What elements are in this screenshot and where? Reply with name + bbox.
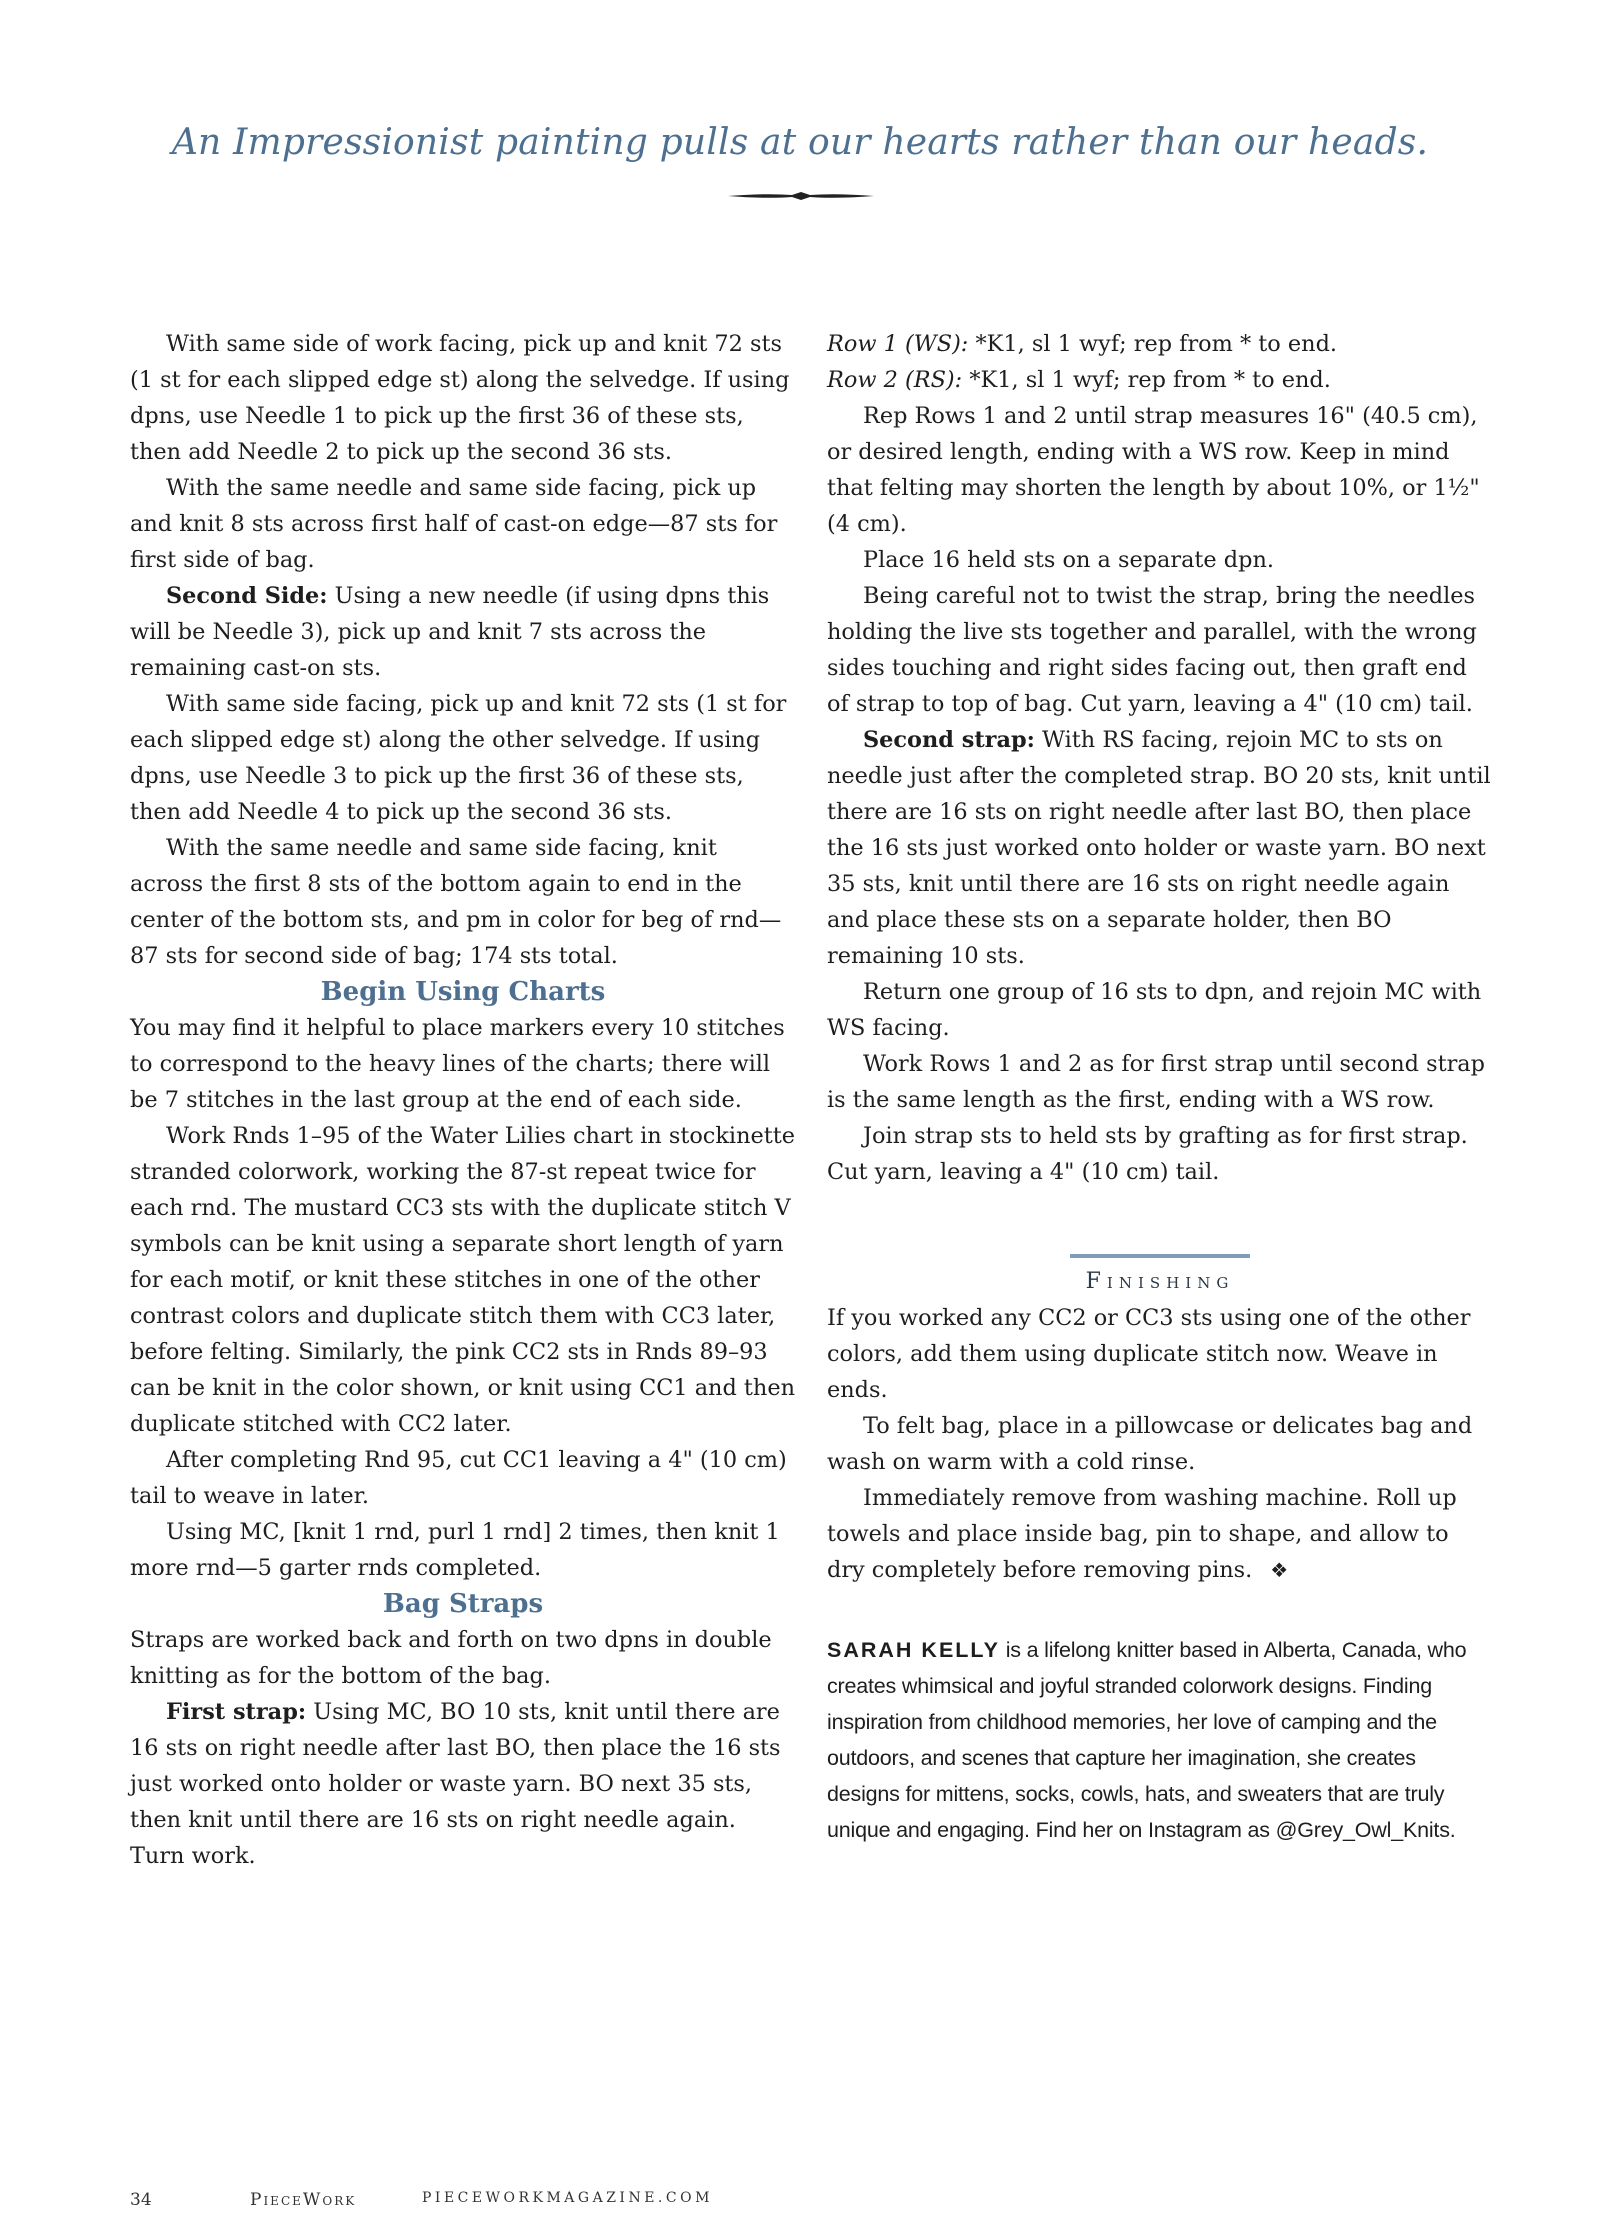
paragraph: Work Rows 1 and 2 as for first strap until second strap is the same length as the first, ending with a WS row. [827, 1051, 1485, 1113]
paragraph: Work Rnds 1–95 of the Water Lilies chart in stockinette stranded colorwork, working the 87-st repeat twice for each rnd. The mustard CC3 sts with the duplicate stitch V symbols can be knit using a separate short length of yarn for each motif, or knit these stitches in one of the other contrast colors and duplicate stitch them with CC3 later, before felting. Similarly, the pink CC2 sts in Rnds 89–93 can be knit in the color shown, or knit using CC1 and then duplicate stitched with CC2 later. [130, 1123, 796, 1437]
author-bio [827, 1632, 1493, 1848]
paragraph: With same side facing, pick up and knit 72 sts (1 st for each slipped edge st) along the other selvedge. If using dpns, use Needle 3 to pick up the first 36 of these sts, then add Needle 4 to pick up the second 36 sts. [130, 691, 787, 825]
paragraph: Place 16 held sts on a separate dpn. [863, 547, 1275, 573]
section-rule [1070, 1254, 1250, 1258]
paragraph-lead: First strap: [166, 1699, 307, 1725]
page-number: 34 [130, 2190, 152, 2210]
paragraph [130, 578, 796, 686]
paragraph: With the same needle and same side facing, pick up and knit 8 sts across first half of cast-on edge—87 sts for first side of bag. [130, 475, 778, 573]
paragraph: Using MC, [knit 1 rnd, purl 1 rnd] 2 times, then knit 1 more rnd—5 garter rnds completed. [130, 1519, 780, 1581]
paragraph-text: Using MC, BO 10 sts, knit until there are 16 sts on right needle after last BO, then place the 16 sts just worked onto holder or waste yarn. BO next 35 sts, then knit until there are 16 sts on right needle again. Turn work. [130, 1699, 781, 1869]
paragraph [827, 1480, 1493, 1588]
ornament-divider [726, 186, 876, 206]
bio-text: is a lifelong knitter based in Alberta, Canada, who creates whimsical and joyful stranded colorwork designs. Finding inspiration from childhood memories, her love of camping and the outdoors, and scenes that capture her imagination, she creates designs for mittens, socks, cowls, hats, and sweaters that are truly unique and engaging. Find her on Instagram as @Grey_Owl_Knits. [827, 1638, 1467, 1842]
pull-quote: An Impressionist painting pulls at our hearts rather than our heads. [171, 122, 1429, 163]
paragraph: Being careful not to twist the strap, bring the needles holding the live sts together and parallel, with the wrong sides touching and right sides facing out, then graft end of strap to top of bag. Cut yarn, leaving a 4" (10 cm) tail. [827, 583, 1477, 717]
paragraph: Join strap sts to held sts by grafting as for first strap. Cut yarn, leaving a 4" (10 cm) tail. [827, 1123, 1468, 1185]
paragraph-lead: Second strap: [863, 727, 1035, 753]
pattern-row [827, 362, 1493, 398]
row-label: Row 2 (RS): [827, 367, 963, 393]
paragraph: With the same needle and same side facing, knit across the first 8 sts of the bottom again to end in the center of the bottom sts, and pm in color for beg of rnd—87 sts for second side of bag; 174 sts total. [130, 835, 782, 969]
paragraph: If you worked any CC2 or CC3 sts using one of the other colors, add them using duplicate stitch now. Weave in ends. [827, 1305, 1471, 1403]
end-mark-icon: ❖ [1270, 1558, 1289, 1582]
paragraph-text: Immediately remove from washing machine. Roll up towels and place inside bag, pin to shape, and allow to dry completely before removing pins. [827, 1485, 1457, 1583]
row-label: Row 1 (WS): [827, 331, 969, 357]
paragraph: You may find it helpful to place markers every 10 stitches to correspond to the heavy lines of the charts; there will be 7 stitches in the last group at the end of each side. [130, 1015, 785, 1113]
paragraph-text: Using a new needle (if using dpns this will be Needle 3), pick up and knit 7 sts across the remaining cast-on sts. [130, 583, 770, 681]
left-column [130, 326, 796, 1874]
row-text: *K1, sl 1 wyf; rep from * to end. [962, 367, 1331, 393]
paragraph-lead: Second Side: [166, 583, 328, 609]
section-heading: Begin Using Charts [320, 977, 606, 1007]
paragraph: Straps are worked back and forth on two dpns in double knitting as for the bottom of the bag. [130, 1627, 772, 1689]
author-name: SARAH KELLY [827, 1638, 1000, 1662]
website-link[interactable]: PIECEWORKMAGAZINE.COM [422, 2190, 713, 2206]
magazine-name: PieceWork [250, 2190, 357, 2210]
section-heading: Bag Straps [382, 1589, 544, 1619]
paragraph: After completing Rnd 95, cut CC1 leaving a 4" (10 cm) tail to weave in later. [130, 1447, 787, 1509]
paragraph-text: With RS facing, rejoin MC to sts on needle just after the completed strap. BO 20 sts, knit until there are 16 sts on right needle after last BO, then place the 16 sts just worked onto holder or waste yarn. BO next 35 sts, knit until there are 16 sts on right needle again and place these sts on a separate holder, then BO remaining 10 sts. [827, 727, 1491, 969]
paragraph: Return one group of 16 sts to dpn, and rejoin MC with WS facing. [827, 979, 1482, 1041]
paragraph: With same side of work facing, pick up and knit 72 sts (1 st for each slipped edge st) along the selvedge. If using dpns, use Needle 1 to pick up the first 36 of these sts, then add Needle 2 to pick up the second 36 sts. [130, 331, 790, 465]
paragraph: Rep Rows 1 and 2 until strap measures 16" (40.5 cm), or desired length, ending with a WS row. Keep in mind that felting may shorten the length by about 10%, or 1½" (4 cm). [827, 403, 1480, 537]
paragraph [827, 722, 1493, 974]
paragraph: To felt bag, place in a pillowcase or delicates bag and wash on warm with a cold rinse. [827, 1413, 1473, 1475]
pattern-row [827, 326, 1493, 362]
finishing-section [827, 1254, 1493, 1588]
paragraph [130, 1694, 796, 1874]
row-text: *K1, sl 1 wyf; rep from * to end. [968, 331, 1338, 357]
right-column [827, 326, 1493, 1848]
section-heading: Finishing [1085, 1269, 1235, 1294]
